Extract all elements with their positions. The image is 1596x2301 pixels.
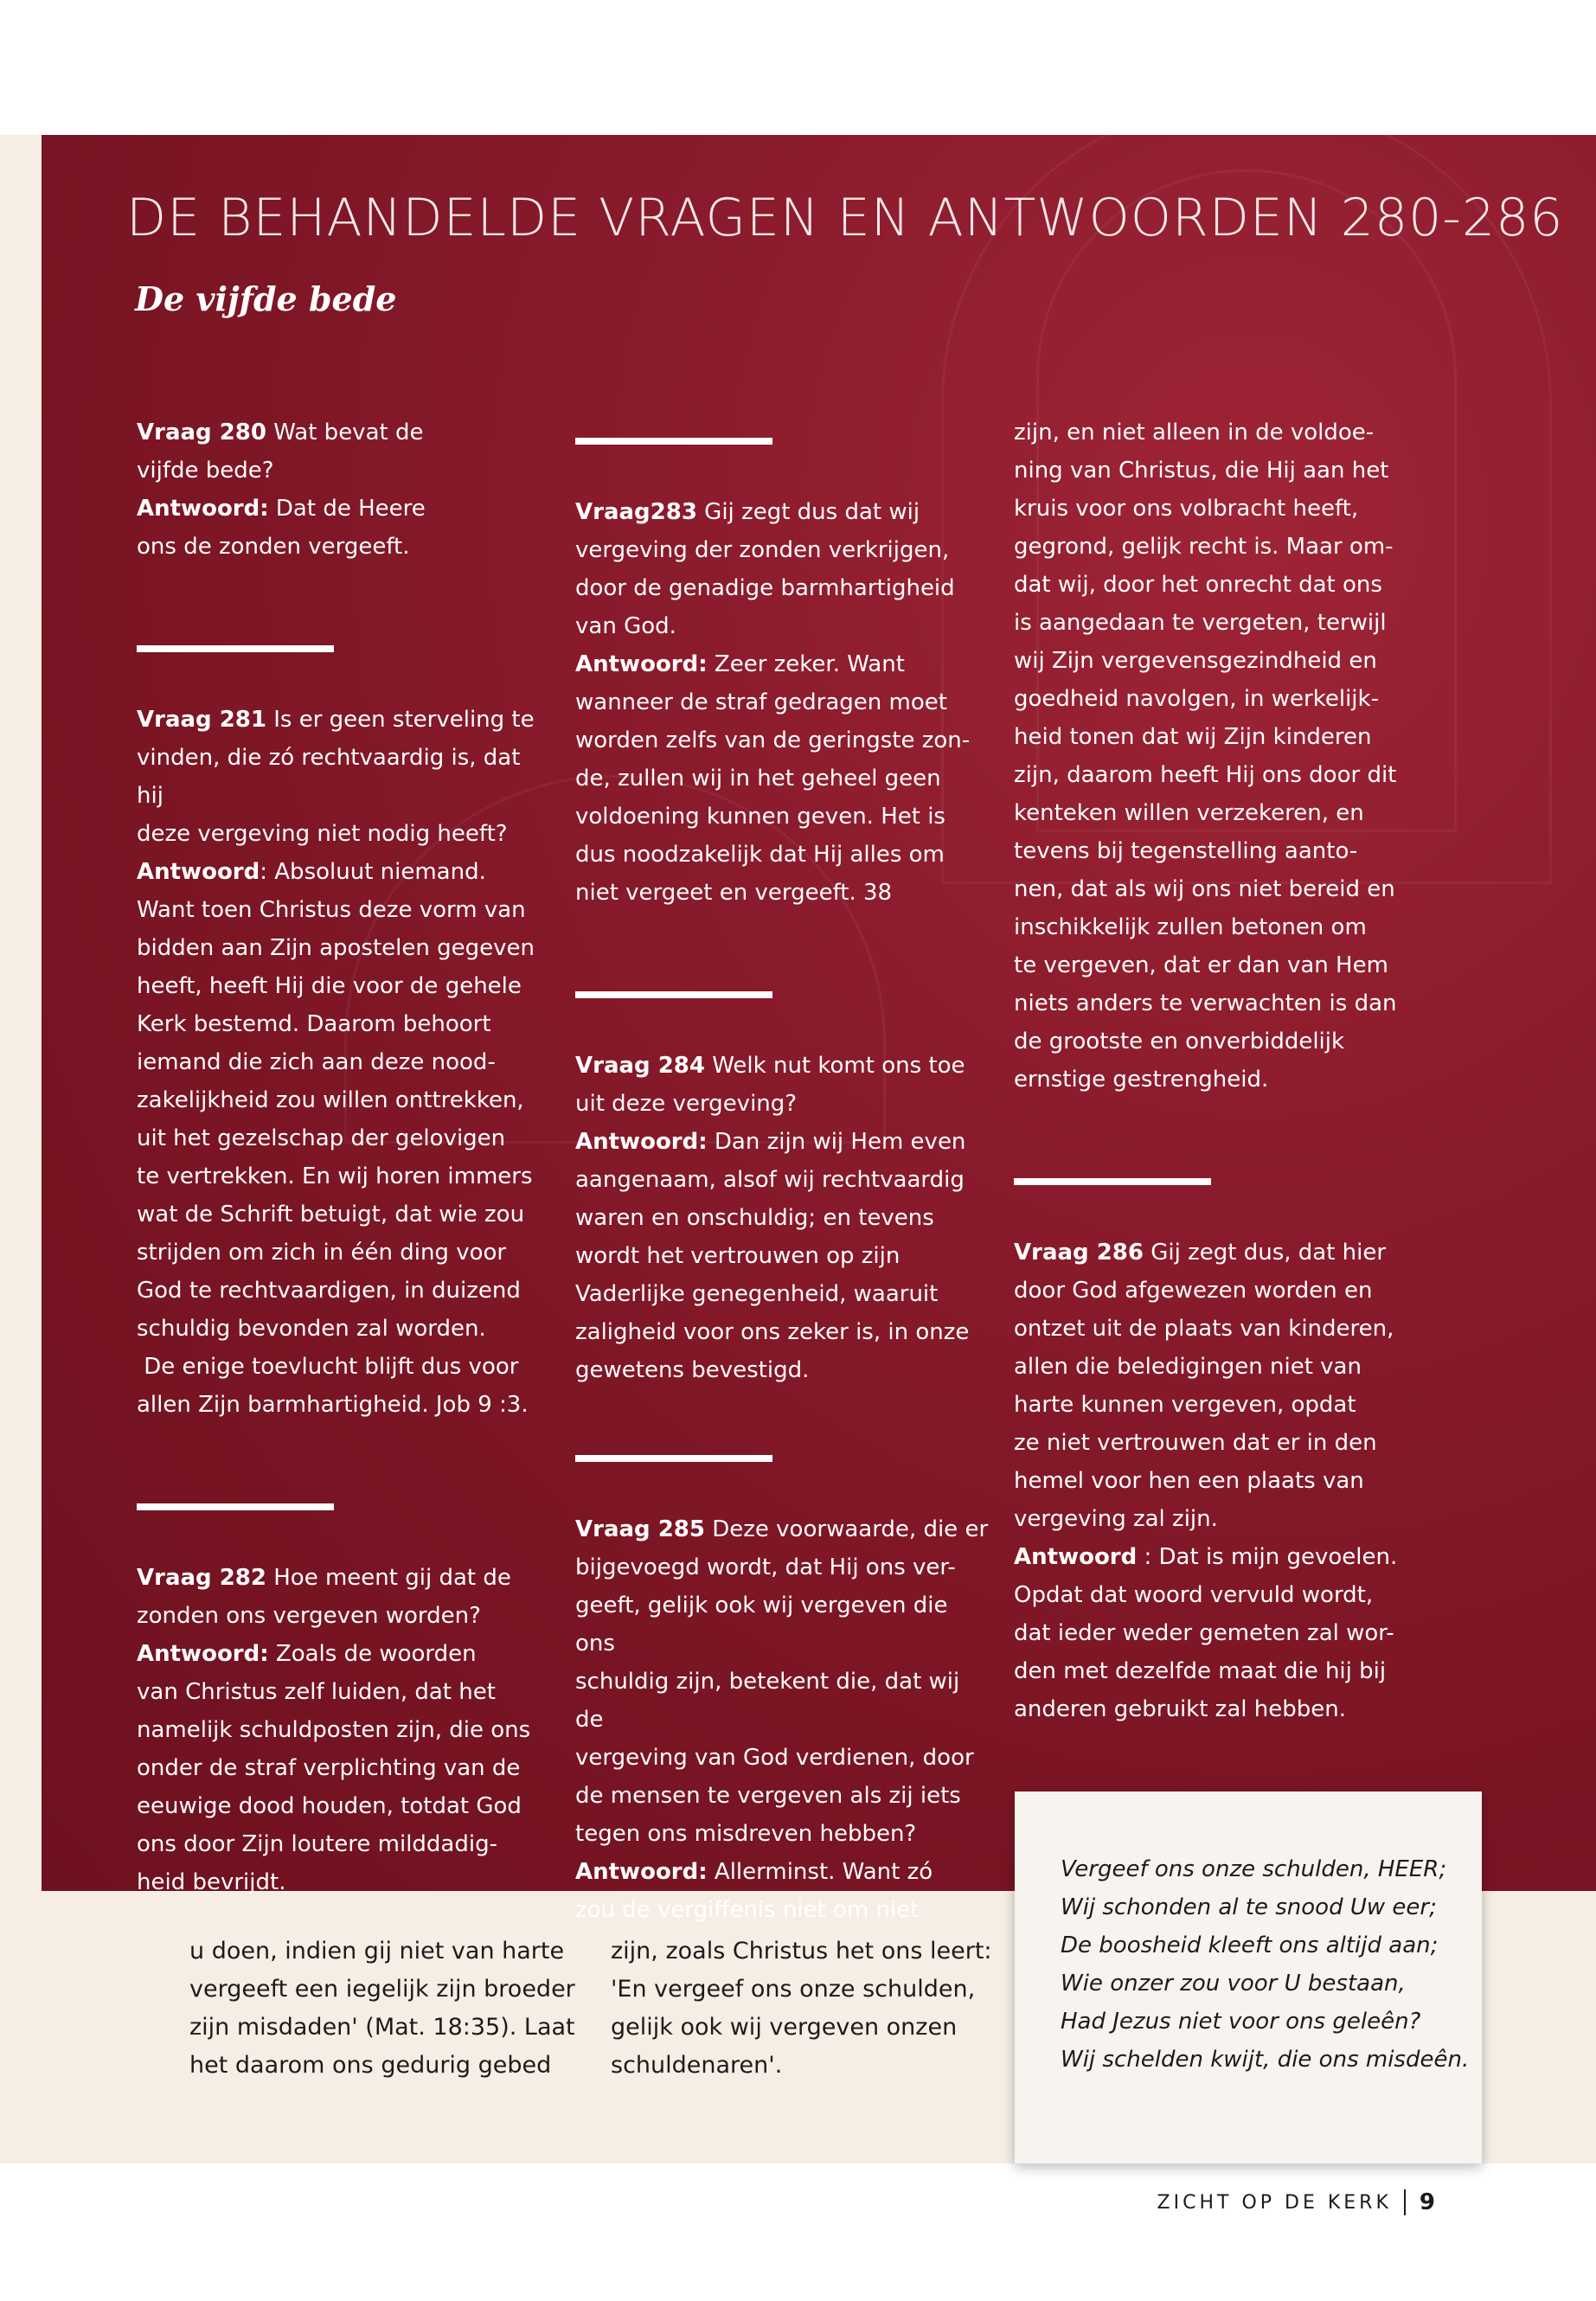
answer-text: ning van Christus, die Hij aan het [1014, 458, 1389, 484]
quote-line: Wij schonden al te snood Uw eer; [1061, 1894, 1437, 1920]
answer-text: waren en onschuldig; en tevens [575, 1205, 934, 1231]
question-text: Is er geen sterveling te [266, 707, 535, 733]
answer-text: dus noodzakelijk dat Hij alles om [575, 842, 945, 868]
answer-text: te vertrekken. En wij horen immers [137, 1163, 533, 1189]
answer-text: aangenaam, alsof wij rechtvaardig [575, 1167, 965, 1193]
column-right [1014, 413, 1429, 1728]
bottom-text-left [189, 1932, 579, 2085]
answer-text: niets anders te verwachten is dan [1014, 990, 1397, 1016]
question-text: ze niet vertrouwen dat er in den [1014, 1430, 1377, 1456]
body-text: schuldenaren'. [611, 2052, 783, 2079]
question-285 [575, 1510, 990, 1929]
answer-text: gewetens bevestigd. [575, 1357, 810, 1383]
answer-text: Dan zijn wij Hem even [707, 1129, 966, 1155]
quote-line: Vergeef ons onze schulden, HEER; [1061, 1856, 1447, 1882]
answer-text: allen Zijn barmhartigheid. Job 9 :3. [137, 1392, 529, 1418]
answer-text: : Absoluut niemand. [260, 859, 486, 885]
question-text: vergeving van God verdienen, door [575, 1745, 974, 1771]
answer-text: God te rechtvaardigen, in duizend [137, 1278, 521, 1304]
column-left [137, 413, 552, 1901]
question-text: vinden, die zó rechtvaardig is, dat hij [137, 745, 521, 809]
answer-label: Antwoord: [575, 1129, 708, 1155]
page-number: 9 [1419, 2189, 1435, 2215]
answer-text: de, zullen wij in het geheel geen [575, 766, 941, 792]
question-text: deze vergeving niet nodig heeft? [137, 821, 508, 847]
answer-text: heid bevrijdt. [137, 1869, 286, 1895]
question-text: ontzet uit de plaats van kinderen, [1014, 1316, 1394, 1342]
magazine-name: ZICHT OP DE KERK [1157, 2191, 1392, 2214]
answer-text: heid tonen dat wij Zijn kinderen [1014, 724, 1372, 750]
answer-text: ons de zonden vergeeft. [137, 534, 410, 560]
answer-text: De enige toevlucht blijft dus voor [137, 1354, 519, 1380]
answer-text: voldoening kunnen geven. Het is [575, 804, 945, 830]
answer-text: : Dat is mijn gevoelen. [1137, 1544, 1398, 1570]
answer-label: Antwoord: [137, 496, 269, 522]
question-text: uit deze vergeving? [575, 1091, 798, 1117]
answer-text: tevens bij tegenstelling aanto- [1014, 838, 1358, 864]
answer-text: uit het gezelschap der gelovigen [137, 1125, 506, 1151]
answer-text: is aangedaan te vergeten, terwijl [1014, 610, 1387, 636]
answer-text: bidden aan Zijn apostelen gegeven [137, 935, 535, 961]
answer-text: Want toen Christus deze vorm van [137, 897, 526, 923]
answer-text: goedheid navolgen, in werkelijk- [1014, 686, 1379, 712]
question-282 [137, 1559, 552, 1901]
question-text: bijgevoegd wordt, dat Hij ons ver- [575, 1554, 956, 1580]
footer-divider [1404, 2189, 1406, 2215]
answer-label: Antwoord: [575, 1859, 708, 1885]
section-divider [575, 991, 772, 998]
question-text: allen die beledigingen niet van [1014, 1354, 1362, 1380]
question-284 [575, 1047, 990, 1389]
answer-text: van Christus zelf luiden, dat het [137, 1679, 496, 1705]
body-text: zijn, zoals Christus het ons leert: [611, 1938, 992, 1965]
answer-text: wanneer de straf gedragen moet [575, 689, 947, 715]
answer-text: anderen gebruikt zal hebben. [1014, 1696, 1346, 1722]
answer-text: wij Zijn vergevensgezindheid en [1014, 648, 1377, 674]
question-label: Vraag 281 [137, 707, 266, 733]
question-text: door God afgewezen worden en [1014, 1278, 1373, 1304]
answer-text: Kerk bestemd. Daarom behoort [137, 1011, 491, 1037]
answer-text: Zeer zeker. Want [707, 651, 905, 677]
question-text: schuldig zijn, betekent die, dat wij de [575, 1669, 960, 1733]
section-divider [137, 1503, 334, 1510]
quote-line: Wie onzer zou voor U bestaan, [1061, 1971, 1406, 1997]
answer-text: heeft, heeft Hij die voor de gehele [137, 973, 522, 999]
body-text: 'En vergeef ons onze schulden, [611, 1976, 976, 2003]
body-text: gelijk ook wij vergeven onzen [611, 2014, 958, 2041]
answer-text: dat ieder weder gemeten zal wor- [1014, 1620, 1394, 1646]
answer-text: ernstige gestrengheid. [1014, 1067, 1269, 1093]
question-label: Vraag283 [575, 499, 697, 525]
answer-text: gegrond, gelijk recht is. Maar om- [1014, 534, 1394, 560]
section-divider [575, 1455, 772, 1462]
question-text: vergeving der zonden verkrijgen, [575, 537, 950, 563]
body-text: zijn misdaden' (Mat. 18:35). Laat [189, 2014, 575, 2041]
answer-text: Dat de Heere [268, 496, 426, 522]
question-label: Vraag 282 [137, 1565, 266, 1591]
answer-text: zou de vergiffenis niet om niet [575, 1897, 920, 1923]
answer-text: inschikkelijk zullen betonen om [1014, 914, 1367, 940]
answer-text: schuldig bevonden zal worden. [137, 1316, 486, 1342]
answer-text: Opdat dat woord vervuld wordt, [1014, 1582, 1374, 1608]
body-text: het daarom ons gedurig gebed [189, 2052, 552, 2079]
answer-text: kenteken willen verzekeren, en [1014, 800, 1364, 826]
bottom-text-middle [611, 1932, 1000, 2085]
answer-text: wordt het vertrouwen op zijn [575, 1243, 901, 1269]
answer-text: strijden om zich in één ding voor [137, 1240, 507, 1266]
answer-text: Zoals de woorden [268, 1641, 477, 1667]
page-subtitle: De vijfde bede [135, 279, 397, 318]
answer-text: ons door Zijn loutere milddadig- [137, 1831, 497, 1857]
body-text: vergeeft een iegelijk zijn broeder [189, 1976, 575, 2003]
answer-text: namelijk schuldposten zijn, die ons [137, 1717, 531, 1743]
answer-text: zakelijkheid zou willen onttrekken, [137, 1087, 524, 1113]
question-280 [137, 413, 552, 566]
answer-text: niet vergeet en vergeeft. 38 [575, 880, 893, 906]
quote-line: De boosheid kleeft ons altijd aan; [1061, 1932, 1439, 1958]
question-281 [137, 701, 552, 1424]
body-text: u doen, indien gij niet van harte [189, 1938, 565, 1965]
question-text: Welk nut komt ons toe [704, 1053, 965, 1079]
question-text: harte kunnen vergeven, opdat [1014, 1392, 1356, 1418]
question-text: geeft, gelijk ook wij vergeven die ons [575, 1593, 948, 1657]
answer-text: dat wij, door het onrecht dat ons [1014, 572, 1382, 598]
question-text: hemel voor hen een plaats van [1014, 1468, 1364, 1494]
question-text: Gij zegt dus, dat hier [1143, 1240, 1387, 1266]
answer-text: kruis voor ons volbracht heeft, [1014, 496, 1359, 522]
quote-line: Had Jezus niet voor ons geleên? [1061, 2009, 1421, 2035]
answer-label: Antwoord [1014, 1544, 1138, 1570]
answer-text: worden zelfs van de geringste zon- [575, 727, 971, 753]
question-283 [575, 493, 990, 912]
answer-text: wat de Schrift betuigt, dat wie zou [137, 1202, 525, 1227]
answer-text: zaligheid voor ons zeker is, in onze [575, 1319, 970, 1345]
answer-text: zijn, daarom heeft Hij ons door dit [1014, 762, 1397, 788]
answer-text: nen, dat als wij ons niet bereid en [1014, 876, 1395, 902]
answer-text: den met dezelfde maat die hij bij [1014, 1658, 1387, 1684]
question-text: Hoe meent gij dat de [266, 1565, 511, 1591]
section-divider [1014, 1178, 1211, 1185]
question-text: door de genadige barmhartigheid [575, 575, 955, 601]
answer-text: onder de straf verplichting van de [137, 1755, 521, 1781]
page-footer [1157, 2185, 1435, 2220]
answer-text: iemand die zich aan deze nood- [137, 1049, 496, 1075]
question-text: van God. [575, 613, 676, 639]
section-divider [575, 438, 772, 445]
question-label: Vraag 285 [575, 1516, 705, 1542]
answer-label: Antwoord [137, 859, 260, 885]
answer-285-continued [1014, 413, 1429, 1099]
question-286 [1014, 1234, 1429, 1728]
question-text: Gij zegt dus dat wij [696, 499, 920, 525]
quote-line: Wij schelden kwijt, die ons misdeên. [1061, 2047, 1470, 2073]
question-label: Vraag 280 [137, 420, 266, 445]
question-text: vergeving zal zijn. [1014, 1506, 1218, 1532]
question-label: Vraag 286 [1014, 1240, 1144, 1266]
answer-text: de grootste en onverbiddelijk [1014, 1029, 1345, 1054]
column-middle [575, 438, 990, 1929]
answer-text: te vergeven, dat er dan van Hem [1014, 952, 1388, 978]
question-text: Wat bevat de [266, 420, 424, 445]
question-text: Deze voorwaarde, die er [704, 1516, 989, 1542]
answer-text: Allerminst. Want zó [707, 1859, 933, 1885]
question-text: de mensen te vergeven als zij iets [575, 1783, 961, 1809]
page-title: DE BEHANDELDE VRAGEN EN ANTWOORDEN 280-286 [126, 188, 1564, 248]
section-divider [137, 645, 334, 652]
answer-label: Antwoord: [575, 651, 708, 677]
question-text: zonden ons vergeven worden? [137, 1603, 481, 1629]
question-text: tegen ons misdreven hebben? [575, 1821, 917, 1847]
answer-text: Vaderlijke genegenheid, waaruit [575, 1281, 939, 1307]
question-text: vijfde bede? [137, 458, 274, 484]
quote-box [1015, 1791, 1482, 2163]
answer-text: eeuwige dood houden, totdat God [137, 1793, 522, 1819]
question-label: Vraag 284 [575, 1053, 705, 1079]
answer-label: Antwoord: [137, 1641, 269, 1667]
answer-text: zijn, en niet alleen in de voldoe- [1014, 420, 1375, 445]
